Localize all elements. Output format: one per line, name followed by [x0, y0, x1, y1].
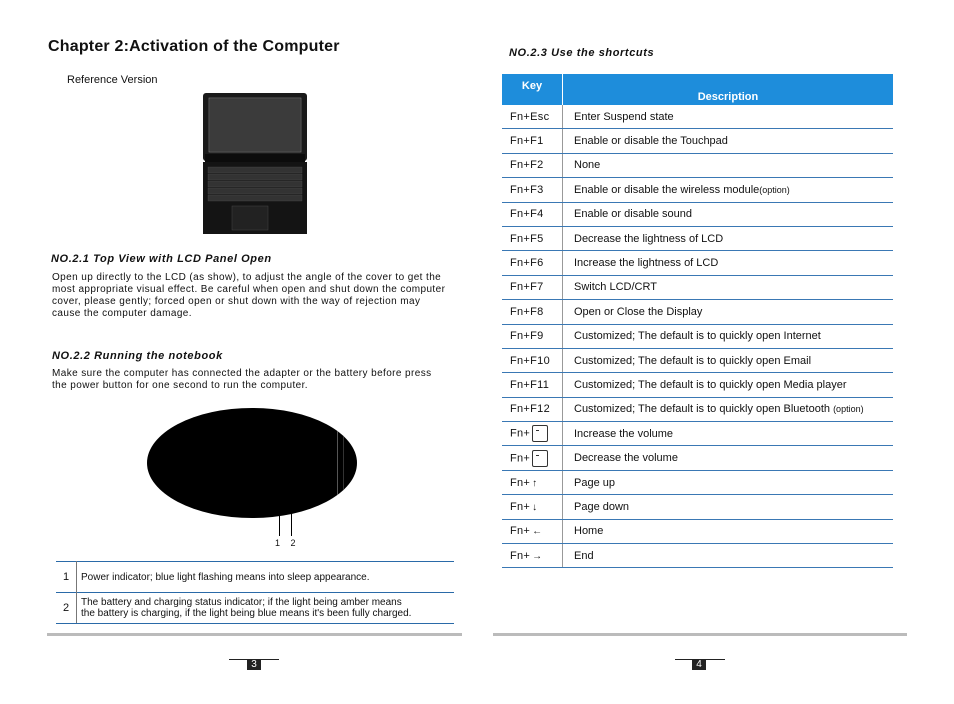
legend-text [77, 593, 455, 624]
bezel-edge [337, 408, 338, 518]
volume-down-key-icon [532, 450, 548, 467]
table-row [502, 251, 893, 275]
shortcut-key-text: Fn+ [510, 452, 531, 465]
indicator-2-pointer [291, 510, 292, 536]
indicator-legend-table [56, 561, 454, 624]
table-row [502, 105, 893, 129]
shortcuts-table [502, 74, 893, 568]
shortcut-description [563, 202, 894, 226]
volume-up-key-icon [532, 425, 548, 442]
text-line: cause the computer damage. [52, 308, 192, 319]
reference-version-label: Reference Version [67, 74, 158, 86]
shortcut-key [502, 105, 563, 129]
text-line: the battery is charging, if the light being blue means it's been fully charged. [81, 608, 412, 619]
shortcut-description [563, 397, 894, 421]
arrow-key-icon: ↑ [532, 477, 538, 489]
shortcut-key [502, 251, 563, 275]
arrow-key-icon: ↓ [532, 501, 538, 513]
shortcut-key-text: Fn+F2 [510, 159, 544, 172]
table-row [502, 324, 893, 348]
shortcut-key [502, 129, 563, 153]
description-text: Enable or disable the Touchpad [574, 135, 728, 148]
table-row [502, 202, 893, 226]
description-text: Enable or disable the wireless module [574, 183, 760, 196]
shortcut-description [563, 422, 894, 446]
shortcut-key-text: Fn+F1 [510, 135, 544, 148]
table-row [56, 562, 454, 593]
table-row [502, 495, 893, 519]
shortcut-key-text: Fn+ [510, 525, 531, 538]
shortcut-key-text: Fn+F8 [510, 305, 544, 318]
option-note: (option) [833, 404, 864, 415]
description-text: Enable or disable sound [574, 208, 693, 221]
arrow-key-icon: → [532, 550, 543, 562]
shortcut-key-text: Fn+ [510, 427, 531, 440]
shortcut-key [502, 519, 563, 543]
indicator-1-pointer [279, 510, 280, 536]
shortcut-description [563, 275, 894, 299]
section-2-2-text [52, 368, 432, 392]
shortcut-key [502, 153, 563, 177]
shortcut-key [502, 202, 563, 226]
shortcut-description [563, 178, 894, 202]
table-row [502, 373, 893, 397]
bezel-edge [343, 408, 344, 518]
legend-text: Power indicator; blue light flashing means into sleep appearance. [77, 562, 455, 593]
shortcut-key-text: Fn+F11 [510, 378, 550, 391]
table-header-row [502, 74, 893, 105]
shortcut-description [563, 226, 894, 250]
column-header-description: Description [563, 74, 894, 105]
shortcut-key-text: Fn+Esc [510, 110, 550, 123]
shortcut-description [563, 300, 894, 324]
table-row [502, 446, 893, 470]
indicator-closeup-image [147, 408, 357, 518]
table-row [502, 300, 893, 324]
footer-rule [493, 633, 907, 636]
table-row [56, 593, 454, 624]
shortcut-description [563, 495, 894, 519]
description-text: Home [574, 525, 604, 538]
arrow-key-icon: ← [532, 526, 543, 538]
indicator-number-labels: 1 2 [275, 538, 300, 548]
shortcut-key-text: Fn+F10 [510, 354, 551, 367]
description-text: Increase the volume [574, 427, 674, 440]
shortcut-key [502, 178, 563, 202]
table-row [502, 397, 893, 421]
shortcut-key [502, 446, 563, 470]
table-row [502, 348, 893, 372]
description-text: Customized; The default is to quickly open Email [574, 354, 812, 367]
text-line: cover, please gently; forced open or shut down with the way of rejection may [52, 296, 421, 307]
table-row [502, 422, 893, 446]
shortcut-key-text: Fn+F9 [510, 330, 544, 343]
description-text: Customized; The default is to quickly open Media player [574, 378, 847, 391]
description-text: Customized; The default is to quickly open Internet [574, 330, 821, 343]
shortcut-key-text: Fn+F7 [510, 281, 544, 294]
text-line: most appropriate visual effect. Be careful when open and shut down the computer [52, 284, 446, 295]
table-row [502, 129, 893, 153]
shortcut-key-text: Fn+F3 [510, 183, 544, 196]
shortcut-key [502, 348, 563, 372]
description-text: Switch LCD/CRT [574, 281, 657, 294]
shortcut-description [563, 105, 894, 129]
shortcut-key [502, 275, 563, 299]
description-text: Decrease the volume [574, 452, 678, 465]
shortcut-description [563, 373, 894, 397]
shortcut-key-text: Fn+ [510, 476, 531, 489]
shortcut-key [502, 397, 563, 421]
table-row [502, 275, 893, 299]
description-text: Open or Close the Display [574, 305, 703, 318]
legend-number: 1 [56, 562, 77, 593]
table-row [502, 544, 893, 568]
text-line: the power button for one second to run the computer. [52, 380, 308, 391]
shortcut-description [563, 129, 894, 153]
shortcut-key-text: Fn+ [510, 549, 531, 562]
table-row [502, 178, 893, 202]
shortcut-description [563, 470, 894, 494]
description-text: Decrease the lightness of LCD [574, 232, 724, 245]
footer-rule [47, 633, 462, 636]
shortcut-key [502, 470, 563, 494]
text-line: Make sure the computer has connected the adapter or the battery before press [52, 368, 432, 379]
shortcut-key [502, 544, 563, 568]
page-title: Chapter 2:Activation of the Computer [48, 38, 340, 55]
shortcut-key-text: Fn+F5 [510, 232, 544, 245]
page-number: 4 [692, 659, 706, 670]
description-text: End [574, 549, 594, 562]
description-text: Increase the lightness of LCD [574, 257, 719, 270]
section-2-1-heading: NO.2.1 Top View with LCD Panel Open [51, 253, 272, 265]
shortcut-key [502, 300, 563, 324]
table-row [502, 519, 893, 543]
shortcut-description [563, 544, 894, 568]
laptop-illustration [202, 92, 308, 234]
shortcut-description [563, 446, 894, 470]
option-note: (option) [759, 184, 790, 195]
shortcuts-heading: NO.2.3 Use the shortcuts [509, 47, 655, 59]
table-row [502, 153, 893, 177]
page-number: 3 [247, 659, 261, 670]
description-text: None [574, 159, 601, 172]
description-text: Customized; The default is to quickly open Bluetooth [574, 403, 834, 416]
shortcut-key [502, 324, 563, 348]
shortcut-key [502, 422, 563, 446]
shortcut-key [502, 226, 563, 250]
shortcut-key-text: Fn+F4 [510, 208, 544, 221]
column-header-key: Key [502, 74, 563, 105]
shortcut-description [563, 519, 894, 543]
shortcut-description [563, 348, 894, 372]
description-text: Page up [574, 476, 615, 489]
shortcut-key [502, 373, 563, 397]
description-text: Page down [574, 500, 630, 513]
shortcut-description [563, 153, 894, 177]
legend-number: 2 [56, 593, 77, 624]
text-line: The battery and charging status indicator; if the light being amber means [81, 597, 402, 608]
shortcut-key [502, 495, 563, 519]
description-text: Enter Suspend state [574, 110, 674, 123]
text-line: Open up directly to the LCD (as show), to adjust the angle of the cover to get the [52, 272, 442, 283]
shortcut-description [563, 251, 894, 275]
shortcut-key-text: Fn+F6 [510, 257, 544, 270]
table-row [502, 470, 893, 494]
section-2-2-heading: NO.2.2 Running the notebook [52, 350, 223, 362]
table-row [502, 226, 893, 250]
section-2-1-text [52, 272, 445, 320]
shortcut-description [563, 324, 894, 348]
shortcut-key-text: Fn+ [510, 500, 531, 513]
shortcut-key-text: Fn+F12 [510, 403, 551, 416]
